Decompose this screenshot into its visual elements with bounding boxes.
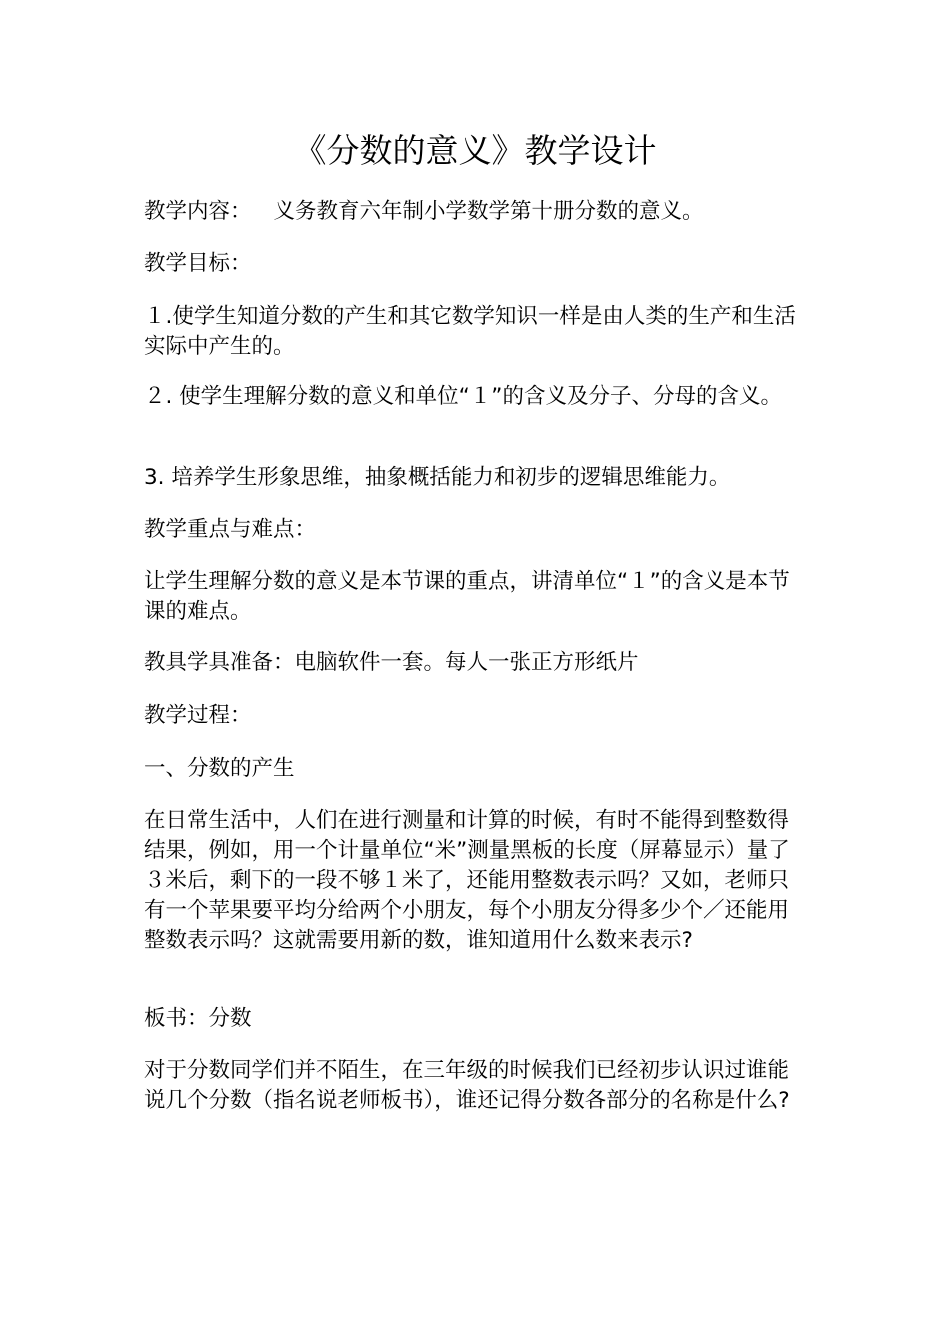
objective-3: 3. 培养学生形象思维，抽象概括能力和初步的逻辑思维能力。 [144,465,731,490]
section-1-heading: 一、分数的产生 [144,756,295,781]
objectives-heading: 教学目标： [144,251,252,276]
objective-2: ２. 使学生理解分数的意义和单位“１”的含义及分子、分母的含义。 [144,384,782,409]
process-heading: 教学过程： [144,703,252,728]
document-title: 《分数的意义》教学设计 [293,131,657,170]
key-points-text: 让学生理解分数的意义是本节课的重点，讲清单位“１”的含义是本节课的难点。 [144,569,790,624]
materials-line: 教具学具准备：电脑软件一套。每人一张正方形纸片 [144,650,639,675]
teaching-content-label: 教学内容： [144,199,252,224]
objective-1: １.使学生知道分数的产生和其它数学知识一样是由人类的生产和生活实际中产生的。 [144,304,796,359]
teaching-content-line [144,197,799,227]
board-note: 板书：分数 [144,1006,252,1031]
closing-text: 对于分数同学们并不陌生，在三年级的时候我们已经初步认识过谁能说几个分数（指名说老师板书），谁还记得分数各部分的名称是什么? [144,1058,790,1113]
section-1-text: 在日常生活中，人们在进行测量和计算的时候，有时不能得到整数得结果，例如，用一个计量单位“米”测量黑板的长度（屏幕显示）量了３米后，剩下的一段不够１米了，还能用整数表示吗？又如，老师只有一个苹果要平均分给两个小朋友，每个小朋友分得多少个／还能用整数表示吗？这就需要用新的数，谁知道用什么数来表示? [144,808,790,953]
teaching-content-text: 义务教育六年制小学数学第十册分数的意义。 [273,199,704,224]
key-points-heading: 教学重点与难点： [144,517,317,542]
